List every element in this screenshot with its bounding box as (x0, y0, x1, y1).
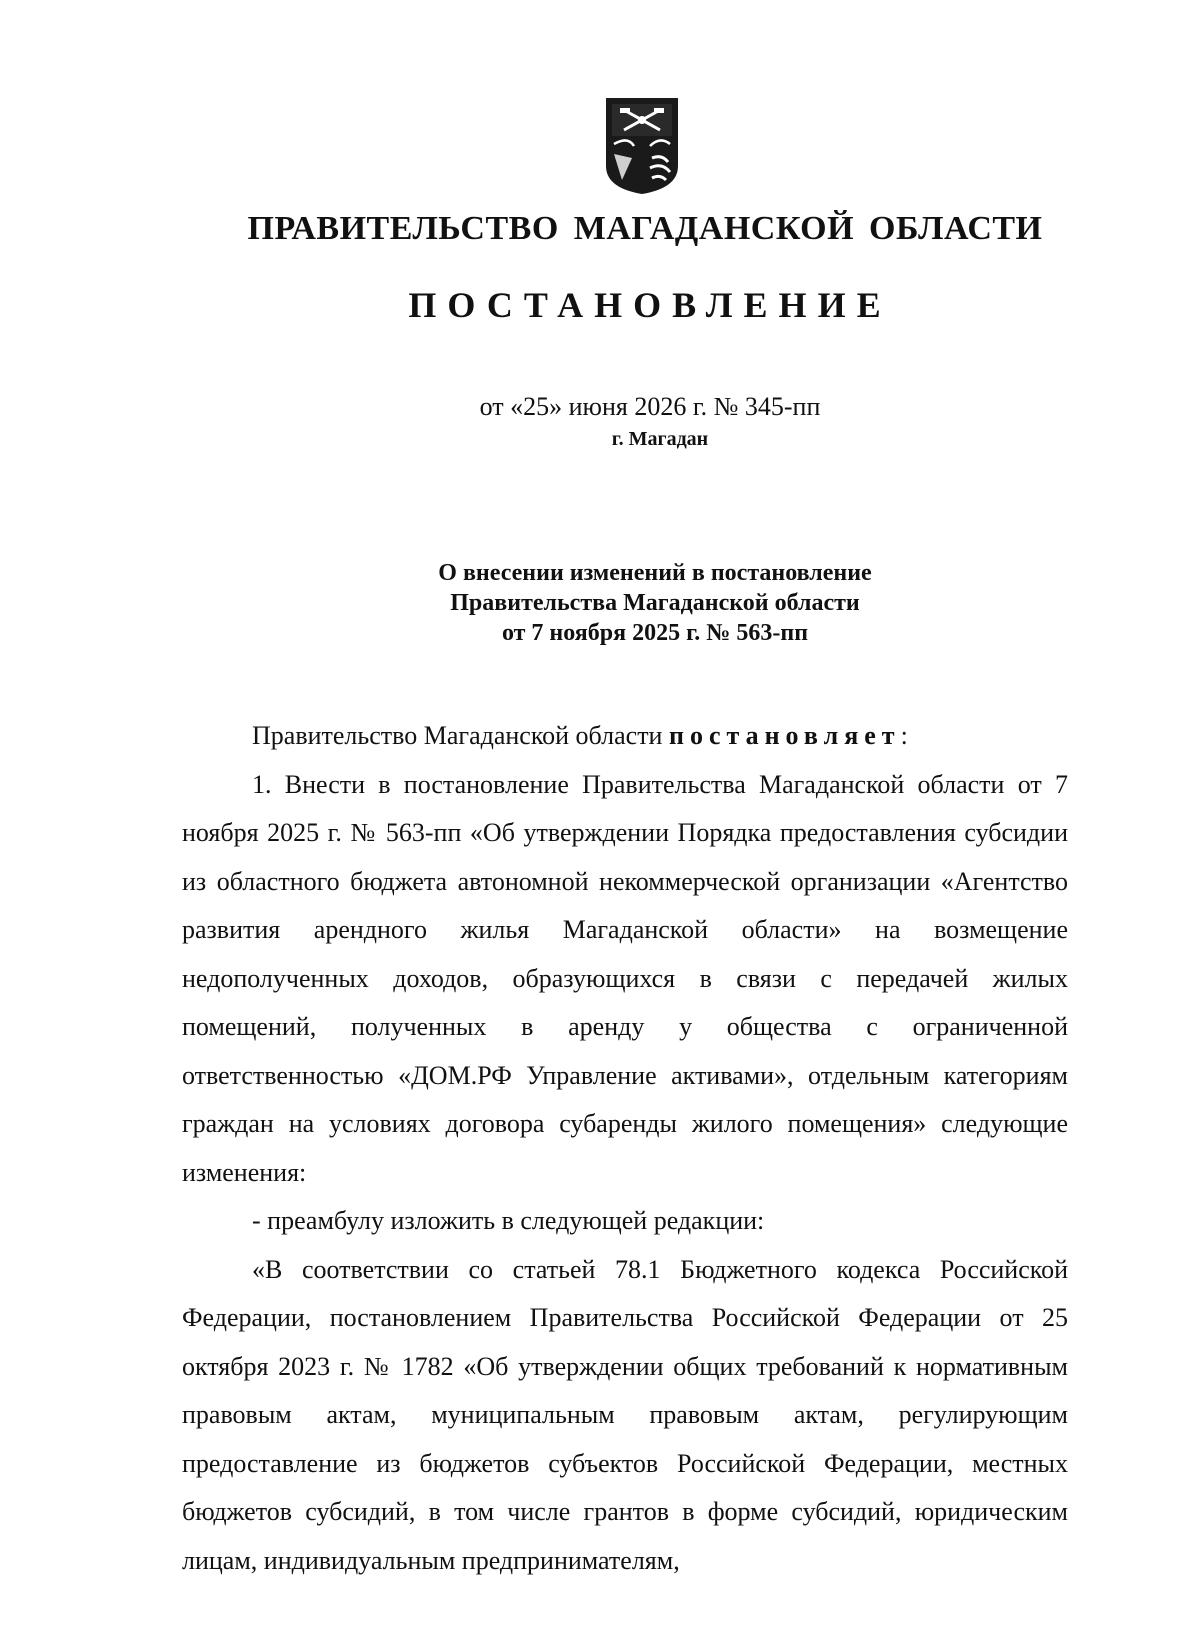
document-subject (0, 558, 1200, 648)
subject-line: Правительства Магаданской области (450, 590, 860, 616)
intro-suffix: : (900, 721, 908, 750)
document-body (182, 712, 1068, 1585)
subject-line: от 7 ноября 2025 г. № 563-пп (501, 620, 809, 646)
intro-paragraph (182, 712, 1068, 761)
document-date-number: от «25» июня 2026 г. № 345-пп (479, 392, 821, 421)
intro-prefix: Правительство Магаданской области (252, 721, 669, 750)
document-type: ПОСТАНОВЛЕНИЕ (408, 285, 892, 325)
item-1-paragraph: 1. Внести в постановление Правительства Магаданской области от 7 ноября 2025 г. № 563-пп «Об утверждении Порядка предоставления субсидии из областного бюджета автономной некоммерческой организации «Агентство развития арендного жилья Магаданской области» на возмещение недополученных доходов, образующихся в связи с передачей жилых помещений, полученных в аренду у общества с ограниченной ответственностью «ДОМ.РФ Управление активами», отдельным категориям граждан на условиях договора субаренды жилого помещения» следующие изменения: (182, 769, 1068, 1187)
preamble-quote-paragraph: «В соответствии со статьей 78.1 Бюджетного кодекса Российской Федерации, постановлением Правительства Российской Федерации от 25 октября 2023 г. № 1782 «Об утверждении общих требований к нормативным правовым актам, муниципальным правовым актам, регулирующим предоставление из бюджетов субъектов Российской Федерации, местных бюджетов субсидий, в том числе грантов в форме субсидий, юридическим лицам, индивидуальным предпринимателям, (182, 1254, 1068, 1575)
document-city: г. Магадан (611, 428, 709, 450)
intro-keyword: постановляет (668, 721, 901, 750)
subject-line: О внесении изменений в постановление (438, 560, 872, 586)
government-title: ПРАВИТЕЛЬСТВО МАГАДАНСКОЙ ОБЛАСТИ (247, 210, 1043, 247)
preamble-instruction-paragraph: - преамбулу изложить в следующей редакции: (252, 1206, 765, 1235)
magadan-coat-of-arms-icon (604, 96, 680, 196)
